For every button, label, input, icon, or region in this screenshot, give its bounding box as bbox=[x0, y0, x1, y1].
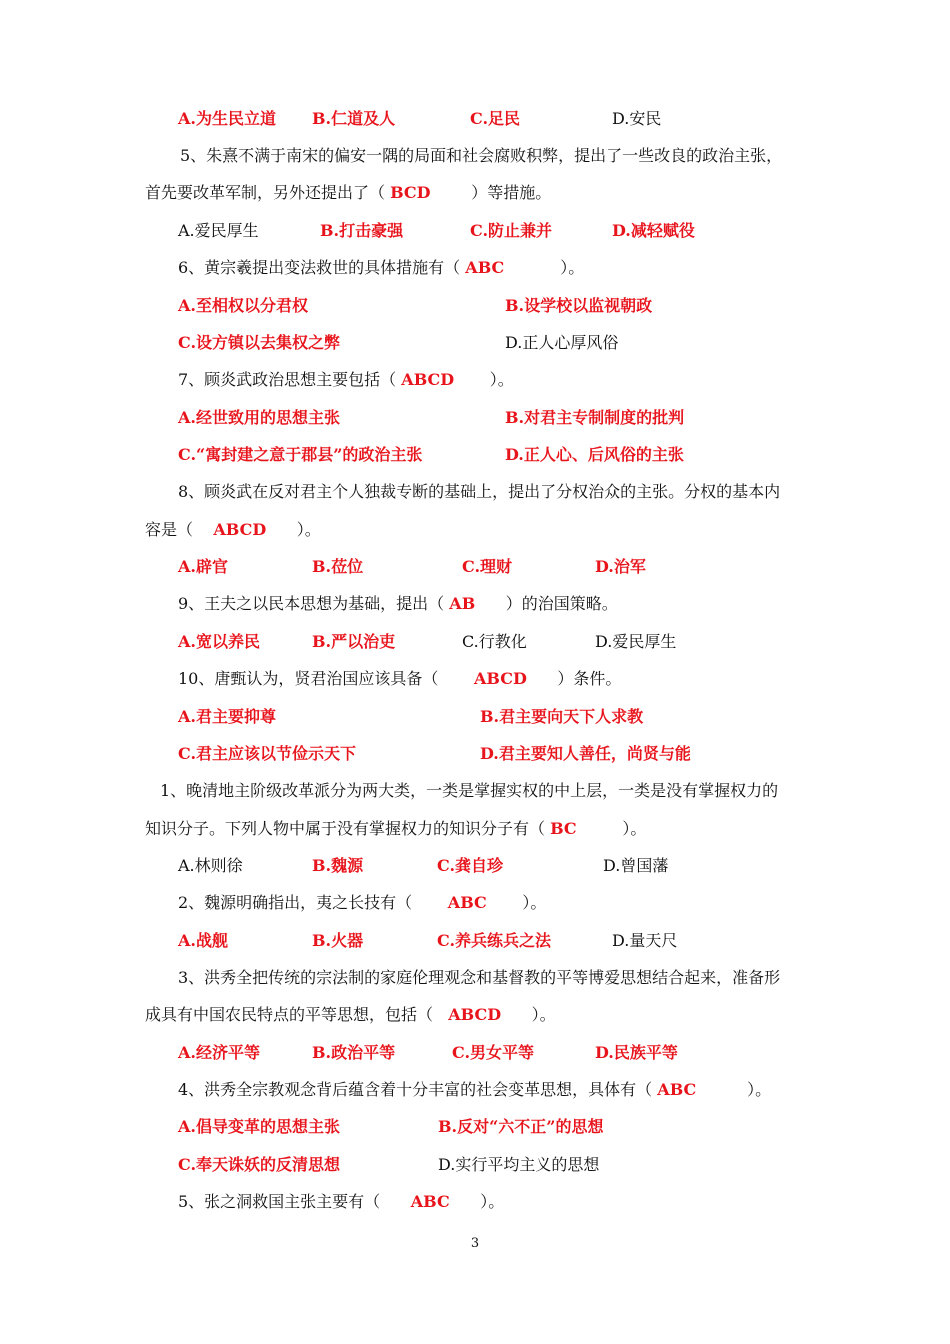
option-text: A.爱民厚生 bbox=[178, 221, 259, 240]
option-text: C.足民 bbox=[470, 109, 521, 128]
option-text: A.林则徐 bbox=[178, 856, 243, 875]
question-line bbox=[178, 369, 514, 391]
question-line bbox=[145, 519, 321, 541]
option-text: B.莅位 bbox=[312, 557, 364, 576]
question-text: ）。 bbox=[454, 370, 514, 389]
option-text: D.正人心、后风俗的主张 bbox=[505, 445, 684, 464]
option-text: D.曾国藩 bbox=[603, 856, 669, 875]
question-text: 3、洪秀全把传统的宗法制的家庭伦理观念和基督教的平等博爱思想结合起来，准备形 bbox=[178, 968, 781, 987]
question-text: 首先要改革军制，另外还提出了（ bbox=[145, 183, 391, 202]
option-text: C.奉天诛妖的反清思想 bbox=[178, 1155, 341, 1174]
question-text: 9、王夫之以民本思想为基础，提出（ bbox=[178, 594, 450, 613]
option-text: A.辟官 bbox=[178, 557, 228, 576]
option-text: D.治军 bbox=[595, 557, 646, 576]
option-text: A.战舰 bbox=[178, 931, 228, 950]
option-text: D.量天尺 bbox=[612, 931, 678, 950]
answer-text: ABC bbox=[657, 1080, 697, 1099]
question-text: 知识分子。下列人物中属于没有掌握权力的知识分子有（ bbox=[145, 819, 551, 838]
option-text: B.政治平等 bbox=[312, 1043, 396, 1062]
answer-text: ABCD bbox=[401, 370, 455, 389]
answer-text: ABC bbox=[410, 1192, 450, 1211]
question-text: ）。 bbox=[576, 819, 647, 838]
question-text: 10、唐甄认为，贤君治国应该具备（ bbox=[178, 669, 474, 688]
answer-text: ABCD bbox=[213, 520, 267, 539]
option-text: D.爱民厚生 bbox=[595, 632, 677, 651]
option-text: A.宽以养民 bbox=[178, 632, 260, 651]
question-text: 容是（ bbox=[145, 520, 214, 539]
option-text: A.为生民立道 bbox=[178, 109, 276, 128]
option-text: D.君主要知人善任，尚贤与能 bbox=[480, 744, 691, 763]
option-text: C.行教化 bbox=[462, 632, 527, 651]
question-text: 2、魏源明确指出，夷之长技有（ bbox=[178, 893, 448, 912]
question-text: ）。 bbox=[486, 893, 547, 912]
answer-text: BC bbox=[550, 819, 577, 838]
option-text: C.防止兼并 bbox=[470, 221, 553, 240]
question-text: ）。 bbox=[266, 520, 321, 539]
option-text: C.龚自珍 bbox=[437, 856, 504, 875]
question-text: ）。 bbox=[696, 1080, 772, 1099]
question-line bbox=[145, 182, 551, 204]
option-text: B.仁道及人 bbox=[312, 109, 396, 128]
option-text: D.民族平等 bbox=[595, 1043, 678, 1062]
option-text: A.经世致用的思想主张 bbox=[178, 408, 340, 427]
option-text: B.对君主专制制度的批判 bbox=[505, 408, 685, 427]
option-text: D.实行平均主义的思想 bbox=[438, 1155, 600, 1174]
question-text: 1、晚清地主阶级改革派分为两大类，一类是掌握实权的中上层，一类是没有掌握权力的 bbox=[160, 781, 779, 800]
option-text: B.打击豪强 bbox=[320, 221, 404, 240]
option-text: B.火器 bbox=[312, 931, 364, 950]
answer-text: ABCD bbox=[448, 1005, 502, 1024]
question-text: 6、黄宗羲提出变法救世的具体措施有（ bbox=[178, 258, 466, 277]
option-text: C.“寓封建之意于郡县”的政治主张 bbox=[178, 445, 423, 464]
option-text: B.魏源 bbox=[312, 856, 364, 875]
option-text: B.严以治吏 bbox=[312, 632, 396, 651]
question-text: 4、洪秀全宗教观念背后蕴含着十分丰富的社会变革思想，具体有（ bbox=[178, 1080, 658, 1099]
option-text: A.倡导变革的思想主张 bbox=[178, 1117, 340, 1136]
option-text: C.理财 bbox=[462, 557, 513, 576]
question-line bbox=[178, 892, 546, 914]
question-text: ）等措施。 bbox=[430, 183, 552, 202]
option-text: C.君主应该以节俭示天下 bbox=[178, 744, 357, 763]
option-text: D.减轻赋役 bbox=[612, 221, 695, 240]
page-number: 3 bbox=[470, 1236, 480, 1251]
answer-text: AB bbox=[449, 594, 476, 613]
question-text: 5、张之洞救国主张主要有（ bbox=[178, 1192, 411, 1211]
option-text: D.正人心厚风俗 bbox=[505, 333, 619, 352]
question-text: ）。 bbox=[504, 258, 585, 277]
option-text: D.安民 bbox=[612, 109, 662, 128]
answer-text: ABC bbox=[465, 258, 505, 277]
question-text: ）的治国策略。 bbox=[475, 594, 618, 613]
question-text: ）条件。 bbox=[526, 669, 622, 688]
question-line bbox=[178, 1079, 771, 1101]
option-text: A.至相权以分君权 bbox=[178, 296, 308, 315]
question-text: 7、顾炎武政治思想主要包括（ bbox=[178, 370, 402, 389]
option-text: A.经济平等 bbox=[178, 1043, 260, 1062]
question-line bbox=[178, 593, 618, 615]
question-line bbox=[145, 818, 646, 840]
question-text: 成具有中国农民特点的平等思想，包括（ bbox=[145, 1005, 449, 1024]
option-text: C.养兵练兵之法 bbox=[437, 931, 552, 950]
option-text: A.君主要抑尊 bbox=[178, 707, 276, 726]
option-text: B.反对“六不正”的思想 bbox=[438, 1117, 604, 1136]
question-line bbox=[145, 1004, 556, 1026]
option-text: B.设学校以监视朝政 bbox=[505, 296, 653, 315]
question-text: 8、顾炎武在反对君主个人独裁专断的基础上，提出了分权治众的主张。分权的基本内 bbox=[178, 482, 781, 501]
question-text: 5、朱熹不满于南宋的偏安一隅的局面和社会腐败积弊，提出了一些改良的政治主张， bbox=[180, 146, 783, 165]
question-text: ）。 bbox=[501, 1005, 556, 1024]
option-text: C.男女平等 bbox=[452, 1043, 535, 1062]
option-text: C.设方镇以去集权之弊 bbox=[178, 333, 341, 352]
answer-text: ABCD bbox=[473, 669, 527, 688]
question-line bbox=[178, 257, 584, 279]
answer-text: BCD bbox=[390, 183, 431, 202]
answer-text: ABC bbox=[447, 893, 487, 912]
question-line bbox=[178, 1191, 504, 1213]
question-text: ）。 bbox=[449, 1192, 505, 1211]
question-line bbox=[178, 668, 621, 690]
option-text: B.君主要向天下人求教 bbox=[480, 707, 644, 726]
